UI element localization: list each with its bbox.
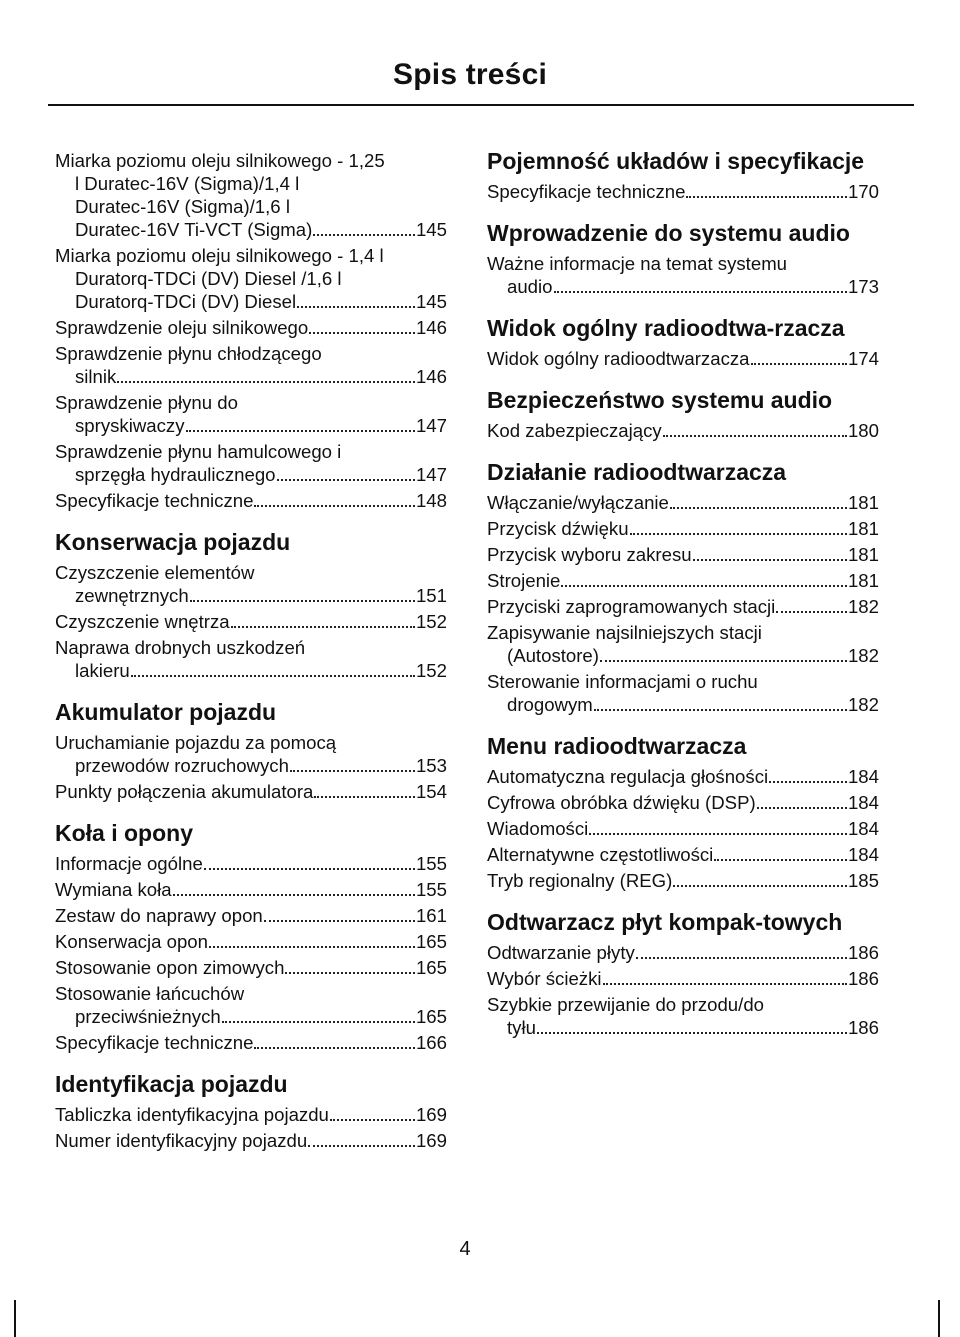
header-rule: [48, 104, 914, 106]
toc-entry[interactable]: [55, 1129, 447, 1152]
toc-section: [55, 821, 447, 1054]
page-ref: 174: [847, 348, 879, 369]
entry-text: Miarka poziomu oleju silnikowego - 1,4 l: [55, 245, 384, 266]
section-heading: Działanie radioodtwarzacza: [487, 459, 787, 485]
entry-text: Przyciski zaprogramowanych stacji: [487, 596, 776, 617]
toc-entry[interactable]: [55, 1103, 447, 1126]
toc-section: [487, 388, 879, 442]
page-ref: 186: [847, 1017, 879, 1038]
toc-entry[interactable]: [55, 904, 447, 927]
dot-leader: [686, 196, 847, 198]
page-ref: 169: [415, 1130, 447, 1151]
dot-leader: [594, 709, 847, 711]
entry-text: tyłu: [507, 1017, 536, 1038]
entry-text: Wiadomości: [487, 818, 589, 839]
dot-leader: [769, 781, 847, 783]
entry-text: Włączanie/wyłączanie: [487, 492, 669, 513]
toc-section: [487, 734, 879, 892]
entry-text: Alternatywne częstotliwości: [487, 844, 714, 865]
dot-leader: [554, 291, 847, 293]
section-heading: Pojemność układów i specyfikacje: [487, 148, 865, 174]
dot-leader: [714, 859, 847, 861]
entry-text: Sprawdzenie płynu do: [55, 392, 238, 413]
page-ref: 173: [847, 276, 879, 297]
toc-entry[interactable]: [55, 244, 447, 313]
dot-leader: [636, 957, 847, 959]
dot-leader: [190, 600, 415, 602]
page-ref: 147: [415, 415, 447, 436]
entry-text: Duratorq-TDCi (DV) Diesel: [75, 291, 297, 312]
page-ref: 184: [847, 818, 879, 839]
dot-leader: [117, 381, 415, 383]
toc-entry[interactable]: [55, 610, 447, 633]
page-ref: 155: [415, 879, 447, 900]
toc-entry[interactable]: [55, 780, 447, 803]
entry-text: Ważne informacje na temat systemu: [487, 253, 788, 274]
dot-leader: [285, 972, 415, 974]
entry-text: Strojenie: [487, 570, 561, 591]
entry-text: Czyszczenie wnętrza: [55, 611, 230, 632]
page-ref: 185: [847, 870, 879, 891]
section-heading: Widok ogólny radioodtwa-rzacza: [487, 315, 845, 341]
dot-leader: [603, 983, 847, 985]
entry-text: Przycisk wyboru zakresu: [487, 544, 692, 565]
toc-entry[interactable]: [487, 817, 879, 840]
section-heading: Menu radioodtwarzacza: [487, 733, 747, 759]
dot-leader: [589, 833, 847, 835]
toc-entry[interactable]: [55, 852, 447, 875]
dot-leader: [561, 585, 847, 587]
toc-entry[interactable]: [487, 180, 879, 203]
toc-entry[interactable]: [487, 670, 879, 716]
entry-text: Tabliczka identyfikacyjna pojazdu: [55, 1104, 329, 1125]
entry-text: zewnętrznych: [75, 585, 189, 606]
section-heading: Odtwarzacz płyt kompak-towych: [487, 909, 843, 935]
entry-text: przeciwśnieżnych: [75, 1006, 221, 1027]
toc-entry[interactable]: [55, 149, 447, 241]
entry-text: Stosowanie łańcuchów: [55, 983, 245, 1004]
page-ref: 146: [415, 317, 447, 338]
entry-text: Konserwacja opon: [55, 931, 208, 952]
dot-leader: [776, 611, 847, 613]
section-heading: Bezpieczeństwo systemu audio: [487, 387, 833, 413]
dot-leader: [673, 885, 847, 887]
dot-leader: [186, 430, 415, 432]
page-ref: 169: [415, 1104, 447, 1125]
dot-leader: [131, 675, 415, 677]
entry-text: Kod zabezpieczający: [487, 420, 662, 441]
toc-entry[interactable]: [487, 791, 879, 814]
dot-leader: [209, 946, 415, 948]
dot-leader: [309, 332, 415, 334]
entry-text: Szybkie przewijanie do przodu/do: [487, 994, 764, 1015]
page-ref: 165: [415, 931, 447, 952]
toc-section: [487, 149, 879, 203]
entry-text: Naprawa drobnych uszkodzeń: [55, 637, 306, 658]
page-ref: 148: [415, 490, 447, 511]
toc-entry[interactable]: [487, 993, 879, 1039]
dot-leader: [254, 1047, 415, 1049]
crop-mark-right: [938, 1300, 940, 1337]
toc-entry[interactable]: [487, 765, 879, 788]
dot-leader: [630, 533, 847, 535]
toc-entry[interactable]: [55, 440, 447, 486]
dot-leader: [314, 796, 415, 798]
entry-text: Cyfrowa obróbka dźwięku (DSP): [487, 792, 756, 813]
page-ref: 151: [415, 585, 447, 606]
page-ref: 184: [847, 844, 879, 865]
toc-section: [487, 316, 879, 370]
dot-leader: [670, 507, 847, 509]
entry-text: Numer identyfikacyjny pojazdu: [55, 1130, 308, 1151]
page-ref: 170: [847, 181, 879, 202]
toc-entry[interactable]: [55, 489, 447, 512]
entry-text: Informacje ogólne: [55, 853, 203, 874]
page-ref: 153: [415, 755, 447, 776]
toc-entry[interactable]: [487, 419, 879, 442]
toc-entry[interactable]: [487, 517, 879, 540]
toc-entry[interactable]: [487, 621, 879, 667]
dot-leader: [297, 306, 415, 308]
dot-leader: [751, 363, 847, 365]
dot-leader: [308, 1145, 415, 1147]
page-ref: 182: [847, 694, 879, 715]
entry-text: Specyfikacje techniczne: [55, 490, 254, 511]
entry-text: Stosowanie opon zimowych: [55, 957, 285, 978]
page-ref: 165: [415, 1006, 447, 1027]
dot-leader: [204, 868, 415, 870]
entry-text: Wybór ścieżki: [487, 968, 602, 989]
entry-text: audio: [507, 276, 553, 297]
dot-leader: [600, 660, 847, 662]
entry-text: Zestaw do naprawy opon: [55, 905, 263, 926]
section-heading: Konserwacja pojazdu: [55, 529, 291, 555]
page-ref: 181: [847, 544, 879, 565]
toc-entry[interactable]: [487, 252, 879, 298]
entry-text: Zapisywanie najsilniejszych stacji: [487, 622, 762, 643]
page-ref: 182: [847, 596, 879, 617]
toc-section: [55, 149, 447, 512]
dot-leader: [254, 505, 415, 507]
toc-entry[interactable]: [55, 731, 447, 777]
entry-text: l Duratec-16V (Sigma)/1,4 l: [75, 173, 300, 194]
dot-leader: [290, 770, 415, 772]
toc-column-left: [55, 149, 447, 1170]
page-ref: 154: [415, 781, 447, 802]
entry-text: Punkty połączenia akumulatora: [55, 781, 314, 802]
toc-entry[interactable]: [55, 982, 447, 1028]
toc-section: [55, 1072, 447, 1152]
page-ref: 184: [847, 766, 879, 787]
toc-entry[interactable]: [55, 1031, 447, 1054]
toc-entry[interactable]: [55, 636, 447, 682]
page-ref: 180: [847, 420, 879, 441]
dot-leader: [173, 894, 415, 896]
page-ref: 155: [415, 853, 447, 874]
page-ref: 147: [415, 464, 447, 485]
toc-entry[interactable]: [55, 391, 447, 437]
page-ref: 152: [415, 660, 447, 681]
dot-leader: [693, 559, 847, 561]
entry-text: Duratec-16V (Sigma)/1,6 l: [75, 196, 290, 217]
entry-text: Sprawdzenie płynu chłodzącego: [55, 343, 322, 364]
section-heading: Koła i opony: [55, 820, 193, 846]
page-ref: 181: [847, 518, 879, 539]
toc-entry[interactable]: [55, 956, 447, 979]
dot-leader: [330, 1119, 415, 1121]
crop-mark-left: [14, 1300, 16, 1337]
entry-text: Sprawdzenie płynu hamulcowego i: [55, 441, 342, 462]
toc-entry[interactable]: [55, 878, 447, 901]
toc-entry[interactable]: [55, 342, 447, 388]
page-number: 4: [459, 1238, 471, 1260]
page-ref: 166: [415, 1032, 447, 1053]
toc-column-right: [487, 149, 879, 1057]
entry-text: Duratorq-TDCi (DV) Diesel /1,6 l: [75, 268, 342, 289]
page-title: Spis treści: [393, 58, 547, 91]
toc-section: [487, 221, 879, 298]
toc-entry[interactable]: [487, 543, 879, 566]
entry-text: Specyfikacje techniczne: [55, 1032, 254, 1053]
toc-entry[interactable]: [55, 316, 447, 339]
page-ref: 182: [847, 645, 879, 666]
entry-text: Uruchamianie pojazdu za pomocą: [55, 732, 337, 753]
page-ref: 186: [847, 942, 879, 963]
entry-text: silnik: [75, 366, 117, 387]
entry-text: Automatyczna regulacja głośności: [487, 766, 769, 787]
page-ref: 145: [415, 219, 447, 240]
toc-entry[interactable]: [487, 941, 879, 964]
dot-leader: [264, 920, 415, 922]
page-ref: 181: [847, 492, 879, 513]
toc-entry[interactable]: [487, 869, 879, 892]
toc-entry[interactable]: [487, 491, 879, 514]
entry-text: Specyfikacje techniczne: [487, 181, 686, 202]
toc-section: [55, 530, 447, 682]
dot-leader: [313, 234, 415, 236]
dot-leader: [537, 1032, 847, 1034]
page-ref: 161: [415, 905, 447, 926]
section-heading: Wprowadzenie do systemu audio: [487, 220, 850, 246]
dot-leader: [757, 807, 847, 809]
toc-entry[interactable]: [55, 930, 447, 953]
entry-text: spryskiwaczy: [75, 415, 185, 436]
toc-entry[interactable]: [487, 967, 879, 990]
section-heading: Akumulator pojazdu: [55, 699, 277, 725]
entry-text: Czyszczenie elementów: [55, 562, 255, 583]
page-ref: 165: [415, 957, 447, 978]
entry-text: Sprawdzenie oleju silnikowego: [55, 317, 309, 338]
page-ref: 186: [847, 968, 879, 989]
dot-leader: [663, 435, 847, 437]
toc-entry[interactable]: [487, 843, 879, 866]
toc-entry[interactable]: [487, 595, 879, 618]
page-ref: 184: [847, 792, 879, 813]
toc-entry[interactable]: [487, 569, 879, 592]
page-ref: 181: [847, 570, 879, 591]
entry-text: Widok ogólny radioodtwarzacza: [487, 348, 750, 369]
page-ref: 145: [415, 291, 447, 312]
section-heading: Identyfikacja pojazdu: [55, 1071, 288, 1097]
page-ref: 152: [415, 611, 447, 632]
entry-text: Miarka poziomu oleju silnikowego - 1,25: [55, 150, 385, 171]
entry-text: przewodów rozruchowych: [75, 755, 289, 776]
entry-text: Odtwarzanie płyty: [487, 942, 635, 963]
toc-section: [55, 700, 447, 803]
entry-text: (Autostore): [507, 645, 599, 666]
entry-text: lakieru: [75, 660, 130, 681]
toc-entry[interactable]: [487, 347, 879, 370]
toc-section: [487, 910, 879, 1039]
entry-text: Przycisk dźwięku: [487, 518, 629, 539]
entry-text: Tryb regionalny (REG): [487, 870, 673, 891]
toc-section: [487, 460, 879, 716]
entry-text: Wymiana koła: [55, 879, 172, 900]
toc-entry[interactable]: [55, 561, 447, 607]
dot-leader: [231, 626, 415, 628]
page-ref: 146: [415, 366, 447, 387]
entry-text: drogowym: [507, 694, 593, 715]
entry-text: Duratec-16V Ti-VCT (Sigma): [75, 219, 313, 240]
dot-leader: [222, 1021, 415, 1023]
dot-leader: [277, 479, 415, 481]
entry-text: sprzęgła hydraulicznego: [75, 464, 276, 485]
entry-text: Sterowanie informacjami o ruchu: [487, 671, 758, 692]
